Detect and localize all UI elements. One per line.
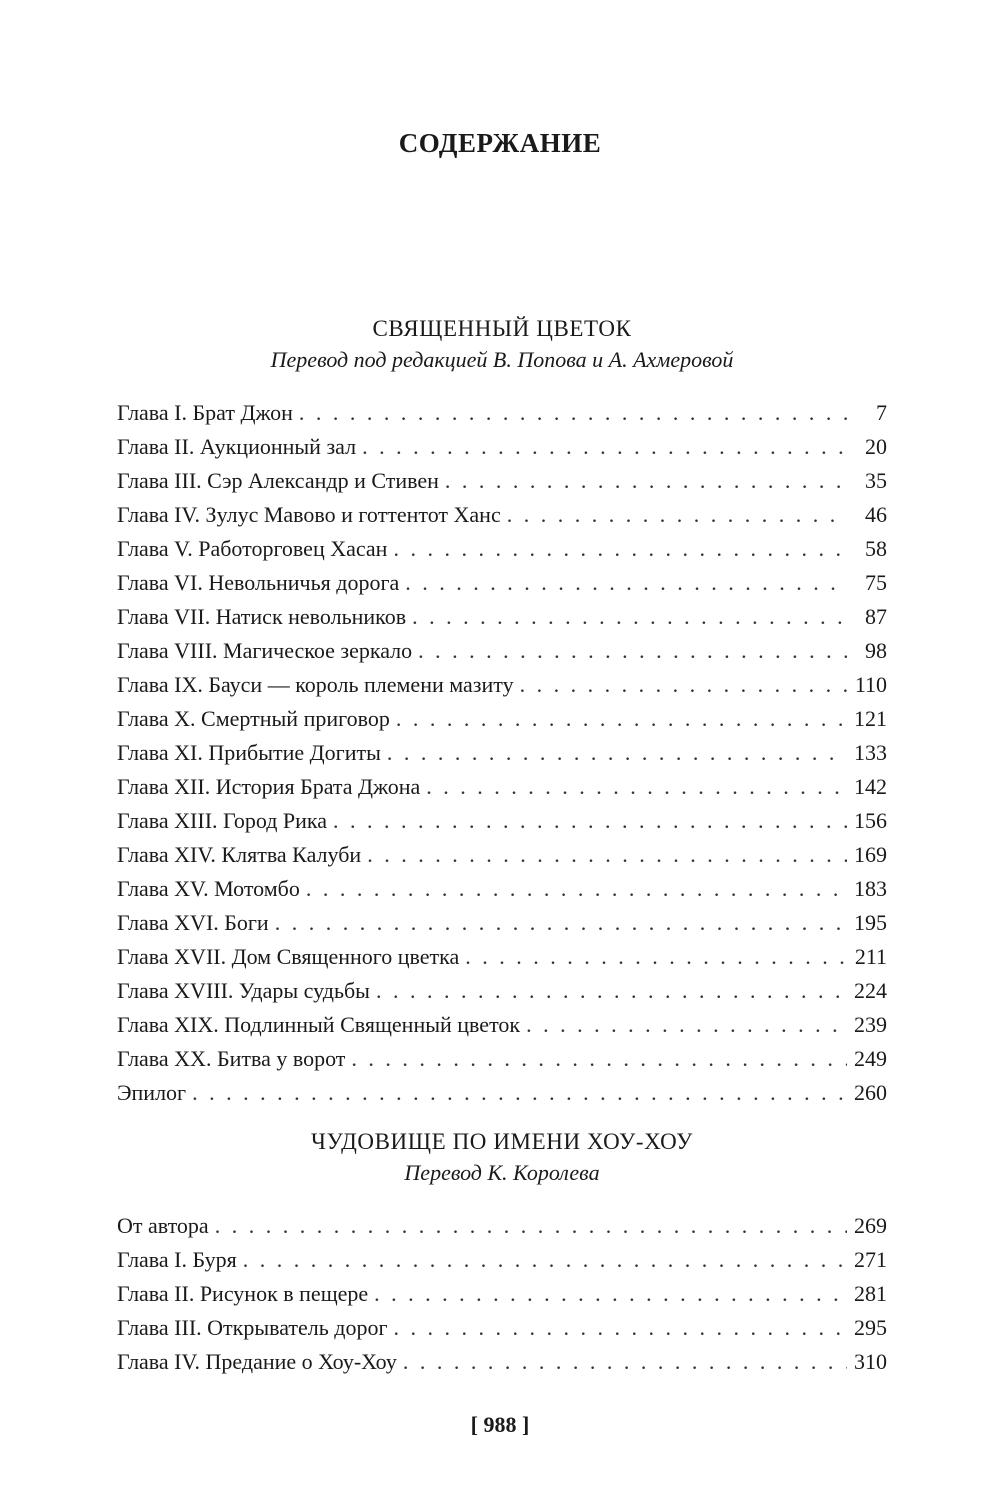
- dot-leader: [403, 1345, 847, 1379]
- toc-entry-page: 239: [854, 1012, 887, 1037]
- toc-entry: [117, 1243, 887, 1277]
- toc-entry-title: Глава XI. Прибытие Догиты: [117, 740, 381, 765]
- toc-entry-page: 7: [876, 400, 887, 425]
- toc-entry-title: Глава XV. Мотомбо: [117, 876, 300, 901]
- dot-leader: [306, 872, 847, 906]
- toc-entry-page: 20: [865, 434, 887, 459]
- toc-entry-title: Глава XVI. Боги: [117, 910, 269, 935]
- toc-entry: [117, 668, 887, 702]
- toc-entry-title: Глава II. Аукционный зал: [117, 434, 357, 459]
- toc-entry-title: Глава III. Открыватель дорог: [117, 1315, 388, 1340]
- dot-leader: [507, 498, 847, 532]
- toc-entry-title: Глава III. Сэр Александр и Стивен: [117, 468, 439, 493]
- toc-entry: [117, 1277, 887, 1311]
- toc-entry-title: Глава II. Рисунок в пещере: [117, 1281, 369, 1306]
- toc-entry: [117, 702, 887, 736]
- toc-entry: [117, 532, 887, 566]
- toc-entry-title: Глава VIII. Магическое зеркало: [117, 638, 413, 663]
- toc-entry-page: 58: [865, 536, 887, 561]
- dot-leader: [367, 838, 847, 872]
- toc-entry-page: 271: [854, 1247, 887, 1272]
- dot-leader: [275, 906, 847, 940]
- toc-entry-page: 249: [854, 1046, 887, 1071]
- toc-entry-page: 310: [854, 1349, 887, 1374]
- toc-entry: [117, 1209, 887, 1243]
- toc-entry-page: 121: [854, 706, 887, 731]
- dot-leader: [376, 974, 847, 1008]
- toc-entry-page: 110: [854, 672, 887, 697]
- dot-leader: [362, 430, 847, 464]
- section-subtitle: Перевод под редакцией В. Попова и А. Ахмеровой: [270, 347, 734, 372]
- toc-entry-page: 87: [865, 604, 887, 629]
- toc-entry: [117, 1345, 887, 1379]
- toc-entry-title: Глава V. Работорговец Хасан: [117, 536, 388, 561]
- toc-entry: [117, 464, 887, 498]
- dot-leader: [526, 1008, 847, 1042]
- toc-entry: [117, 396, 887, 430]
- toc-entry: [117, 940, 887, 974]
- toc-entry: [117, 634, 887, 668]
- toc-entry-title: Эпилог: [117, 1080, 187, 1105]
- toc-entry-page: 183: [854, 876, 887, 901]
- toc-entry-page: 98: [865, 638, 887, 663]
- toc-entry-page: 224: [854, 978, 887, 1003]
- dot-leader: [393, 532, 847, 566]
- dot-leader: [374, 1277, 847, 1311]
- toc-entry-page: 195: [854, 910, 887, 935]
- toc-entry-title: Глава XVII. Дом Священного цветка: [117, 944, 460, 969]
- toc-entry: [117, 1042, 887, 1076]
- dot-leader: [215, 1209, 847, 1243]
- toc-list: [117, 396, 887, 1110]
- dot-leader: [387, 736, 847, 770]
- toc-entry-title: Глава XIV. Клятва Калуби: [117, 842, 362, 867]
- toc-entry: [117, 566, 887, 600]
- dot-leader: [351, 1042, 847, 1076]
- toc-entry-title: Глава XIII. Город Рика: [117, 808, 328, 833]
- page-title: СОДЕРЖАНИЕ: [398, 128, 602, 158]
- toc-entry-page: 281: [854, 1281, 887, 1306]
- toc-entry-title: От автора: [117, 1213, 209, 1238]
- dot-leader: [412, 600, 847, 634]
- dot-leader: [396, 702, 847, 736]
- toc-entry-page: 295: [854, 1315, 887, 1340]
- dot-leader: [333, 804, 847, 838]
- section-title: СВЯЩЕННЫЙ ЦВЕТОК: [372, 316, 632, 341]
- dot-leader: [465, 940, 847, 974]
- dot-leader: [445, 464, 847, 498]
- toc-section: [117, 314, 887, 1110]
- toc-entry-title: Глава IX. Бауси — король племени мазиту: [117, 672, 514, 697]
- dot-leader: [405, 566, 847, 600]
- toc-entry: [117, 906, 887, 940]
- toc-entry-page: 35: [865, 468, 887, 493]
- toc-entry-page: 169: [854, 842, 887, 867]
- toc-entry-title: Глава VII. Натиск невольников: [117, 604, 407, 629]
- dot-leader: [243, 1243, 847, 1277]
- toc-entry: [117, 736, 887, 770]
- toc-entry: [117, 430, 887, 464]
- toc-list: [117, 1209, 887, 1379]
- toc-entry-title: Глава IV. Предание о Хоу-Хоу: [117, 1349, 397, 1374]
- toc-section: [117, 1127, 887, 1379]
- toc-entry-page: 260: [854, 1080, 887, 1105]
- toc-entry-title: Глава XII. История Брата Джона: [117, 774, 421, 799]
- dot-leader: [418, 634, 847, 668]
- toc-entry-title: Глава XIX. Подлинный Священный цветок: [117, 1012, 521, 1037]
- dot-leader: [299, 396, 847, 430]
- toc-entry: [117, 1076, 887, 1110]
- toc-entry: [117, 838, 887, 872]
- toc-entry: [117, 872, 887, 906]
- toc-entry: [117, 600, 887, 634]
- toc-entry-title: Глава IV. Зулус Мавово и готтентот Ханс: [117, 502, 501, 527]
- toc-entry-page: 142: [854, 774, 887, 799]
- dot-leader: [520, 668, 847, 702]
- toc-entry: [117, 804, 887, 838]
- section-subtitle: Перевод К. Королева: [404, 1160, 600, 1185]
- toc-entry-title: Глава VI. Невольничья дорога: [117, 570, 400, 595]
- dot-leader: [394, 1311, 847, 1345]
- toc-entry-page: 46: [865, 502, 887, 527]
- dot-leader: [192, 1076, 847, 1110]
- toc-entry-page: 133: [854, 740, 887, 765]
- toc-entry-title: Глава I. Брат Джон: [117, 400, 293, 425]
- toc-entry-page: 156: [854, 808, 887, 833]
- toc-entry-page: 269: [854, 1213, 887, 1238]
- toc-entry: [117, 770, 887, 804]
- toc-entry: [117, 1008, 887, 1042]
- toc-entry-page: 211: [854, 944, 887, 969]
- toc-entry: [117, 1311, 887, 1345]
- toc-entry-title: Глава XX. Битва у ворот: [117, 1046, 346, 1071]
- page-number: [ 988 ]: [470, 1412, 530, 1437]
- toc-entry-title: Глава I. Буря: [117, 1247, 237, 1272]
- toc-entry-title: Глава X. Смертный приговор: [117, 706, 390, 731]
- toc-entry: [117, 974, 887, 1008]
- toc-entry-page: 75: [865, 570, 887, 595]
- toc-entry: [117, 498, 887, 532]
- toc-entry-title: Глава XVIII. Удары судьбы: [117, 978, 370, 1003]
- section-title: ЧУДОВИЩЕ ПО ИМЕНИ ХОУ-ХОУ: [311, 1129, 693, 1154]
- dot-leader: [426, 770, 847, 804]
